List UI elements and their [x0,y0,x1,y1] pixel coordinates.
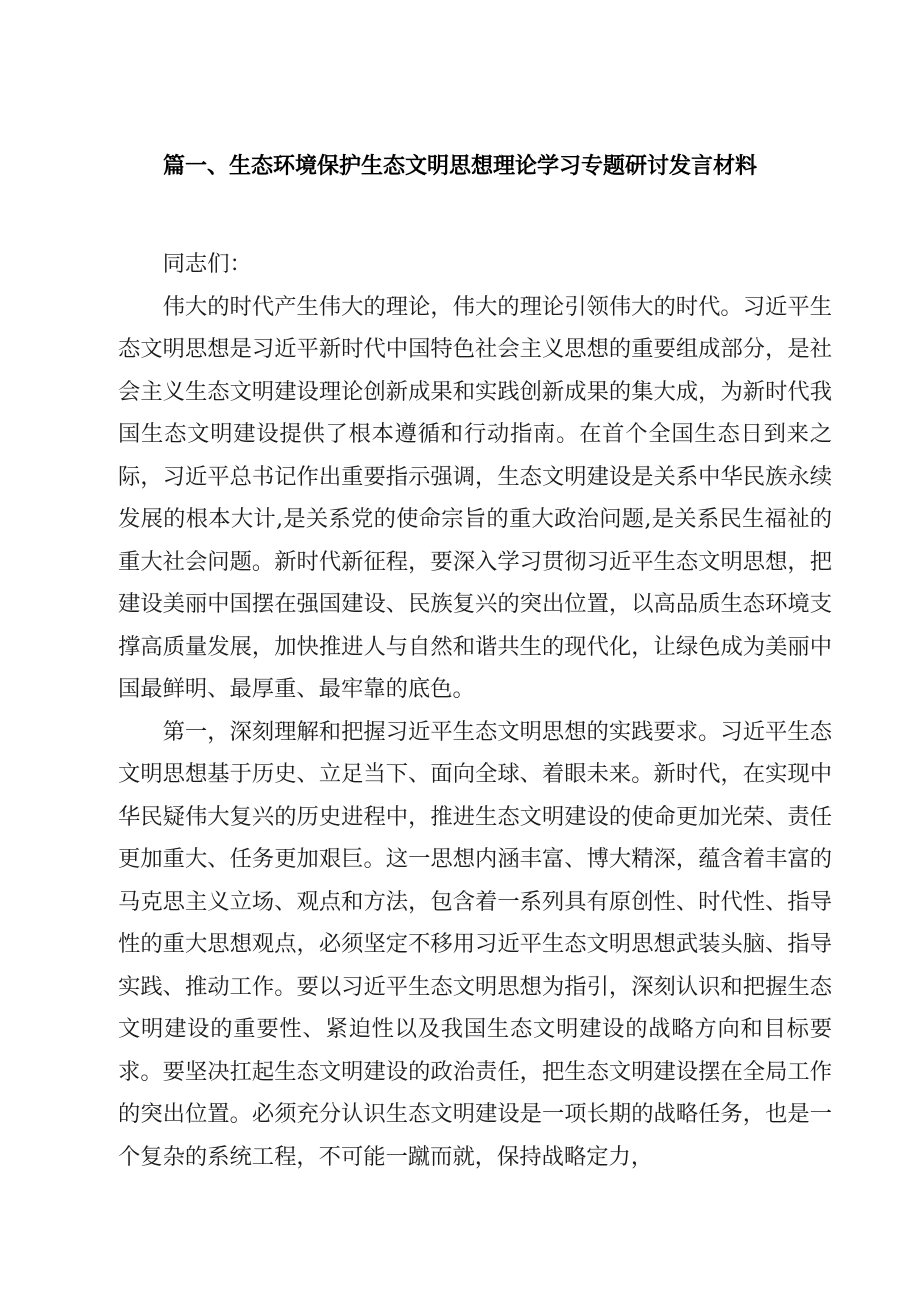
paragraph-intro: 伟大的时代产生伟大的理论，伟大的理论引领伟大的时代。习近平生态文明思想是习近平新时代中国特色社会主义思想的重要组成部分，是社会主义生态文明建设理论创新成果和实践创新成果的集大成，为新时代我国生态文明建设提供了根本遵循和行动指南。在首个全国生态日到来之际，习近平总书记作出重要指示强调，生态文明建设是关系中华民族永续发展的根本大计,是关系党的使命宗旨的重大政治问题,是关系民生福祉的重大社会问题。新时代新征程，要深入学习贯彻习近平生态文明思想，把建设美丽中国摆在强国建设、民族复兴的突出位置，以高品质生态环境支撑高质量发展，加快推进人与自然和谐共生的现代化，让绿色成为美丽中国最鲜明、最厚重、最牢靠的底色。 [118,293,832,702]
document-body [118,243,832,1178]
salutation: 同志们： [162,251,252,277]
paragraph-first-point: 第一，深刻理解和把握习近平生态文明思想的实践要求。习近平生态文明思想基于历史、立足当下、面向全球、着眼未来。新时代，在实现中华民疑伟大复兴的历史进程中，推进生态文明建设的使命更加光荣、责任更加重大、任务更加艰巨。这一思想内涵丰富、博大精深，蕴含着丰富的马克思主义立场、观点和方法，包含着一系列具有原创性、时代性、指导性的重大思想观点，必须坚定不移用习近平生态文明思想武装头脑、指导实践、推动工作。要以习近平生态文明思想为指引，深刻认识和把握生态文明建设的重要性、紧迫性以及我国生态文明建设的战略方向和目标要求。要坚决扛起生态文明建设的政治责任，把生态文明建设摆在全局工作的突出位置。必须充分认识生态文明建设是一项长期的战略任务，也是一个复杂的系统工程，不可能一蹴而就，保持战略定力， [118,718,832,1170]
document-title: 篇一、生态环境保护生态文明思想理论学习专题研讨发言材料 [162,154,757,179]
